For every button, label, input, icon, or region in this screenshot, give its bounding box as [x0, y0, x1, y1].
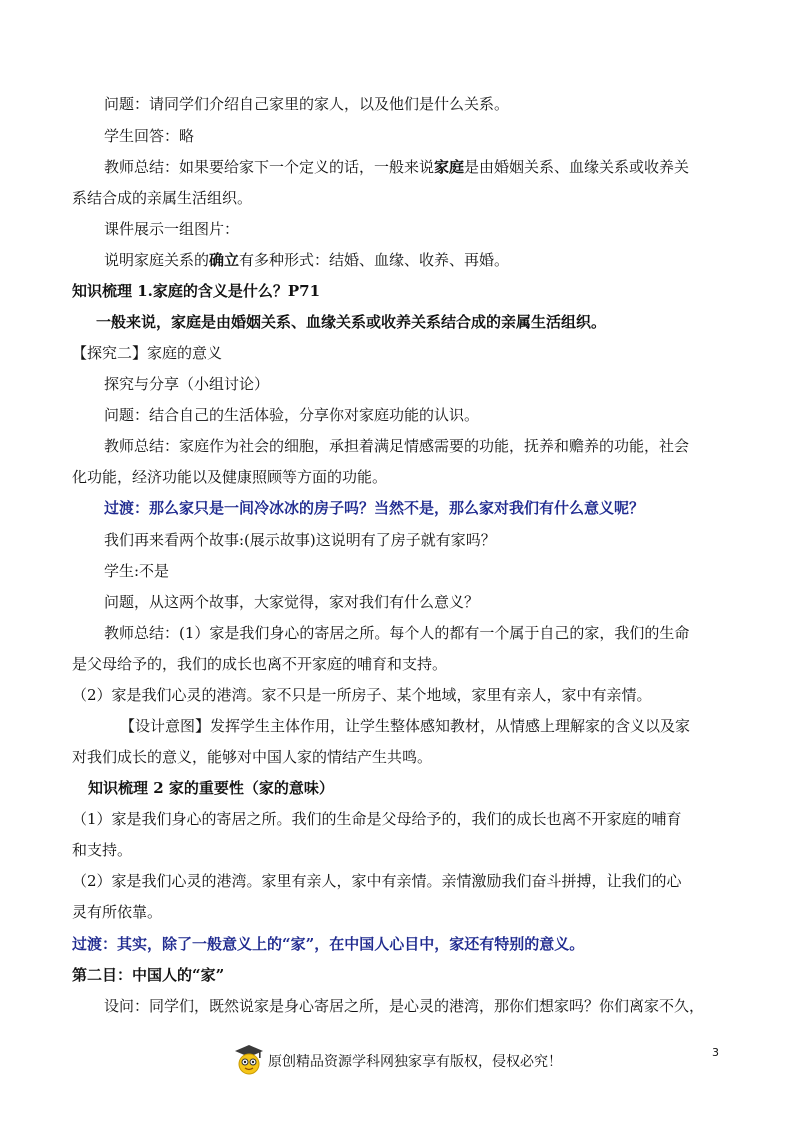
- knowledge-heading-1: 知识梳理 1.家庭的含义是什么？P71: [72, 282, 321, 300]
- list-item: （2）家是我们心灵的港湾。家不只是一所房子、某个地域，家里有亲人，家中有亲情。: [72, 686, 652, 704]
- transition-line: 过渡：那么家只是一间冷冰冰的房子吗？当然不是，那么家对我们有什么意义呢？: [104, 499, 645, 517]
- explanation-line: 说明家庭关系的确立有多种形式：结婚、血缘、收养、再婚。: [104, 251, 510, 269]
- teacher-summary-line: 教师总结：(1）家是我们身心的寄居之所。每个人的都有一个属于自己的家，我们的生命: [104, 624, 690, 642]
- teacher-summary-continued: 是父母给予的，我们的成长也离不开家庭的哺育和支持。: [72, 655, 448, 673]
- page-footer: [234, 1044, 562, 1078]
- teacher-summary-line: 教师总结：家庭作为社会的细胞，承担着满足情感需要的功能，抚养和赡养的功能，社会: [104, 437, 690, 455]
- question-line: 问题：请同学们介绍自己家里的家人，以及他们是什么关系。: [104, 95, 510, 113]
- student-answer-line: 学生:不是: [104, 562, 170, 580]
- knowledge-heading-2: 知识梳理 2 家的重要性（家的意味）: [88, 779, 334, 797]
- activity-line: 探究与分享（小组讨论）: [104, 375, 270, 393]
- courseware-line: 课件展示一组图片：: [104, 220, 240, 238]
- copyright-notice: 原创精品资源学科网独家享有版权，侵权必究！: [268, 1054, 562, 1070]
- transition-line: 过渡：其实，除了一般意义上的“家”，在中国人心目中，家还有特别的意义。: [72, 935, 585, 953]
- section-heading-explore-2: 【探究二】家庭的意义: [72, 344, 223, 362]
- design-intent-line: 【设计意图】发挥学生主体作用，让学生整体感知教材，从情感上理解家的含义以及家: [120, 717, 691, 735]
- question-line: 问题，从这两个故事，大家觉得，家对我们有什么意义？: [104, 593, 480, 611]
- list-item: （2）家是我们心灵的港湾。家里有亲人，家中有亲情。亲情激励我们奋斗拼搏，让我们的心: [72, 872, 682, 890]
- story-line: 我们再来看两个故事:(展示故事)这说明有了房子就有家吗？: [104, 531, 496, 549]
- teacher-summary-continued: 化功能，经济功能以及健康照顾等方面的功能。: [72, 468, 388, 486]
- page-number: 3: [712, 1046, 719, 1059]
- definition-line: 一般来说，家庭是由婚姻关系、血缘关系或收养关系结合成的亲属生活组织。: [96, 313, 607, 331]
- design-intent-continued: 对我们成长的意义，能够对中国人家的情结产生共鸣。: [72, 748, 433, 766]
- list-item: （1）家是我们身心的寄居之所。我们的生命是父母给予的，我们的成长也离不开家庭的哺育: [72, 810, 682, 828]
- teacher-summary-line: 教师总结：如果要给家下一个定义的话，一般来说家庭是由婚姻关系、血缘关系或收养关: [104, 158, 690, 176]
- list-item-continued: 灵有所依靠。: [72, 903, 163, 921]
- teacher-summary-continued: 系结合成的亲属生活组织。: [72, 189, 253, 207]
- question-line: 设问：同学们，既然说家是身心寄居之所，是心灵的港湾，那你们想家吗？你们离家不久，: [104, 997, 705, 1015]
- scholar-mascot-icon: [234, 1043, 264, 1079]
- list-item-continued: 和支持。: [72, 841, 133, 859]
- student-answer-line: 学生回答：略: [104, 127, 195, 145]
- section-heading-chinese-home: 第二目：中国人的“家”: [72, 966, 225, 984]
- question-line: 问题：结合自己的生活体验，分享你对家庭功能的认识。: [104, 406, 480, 424]
